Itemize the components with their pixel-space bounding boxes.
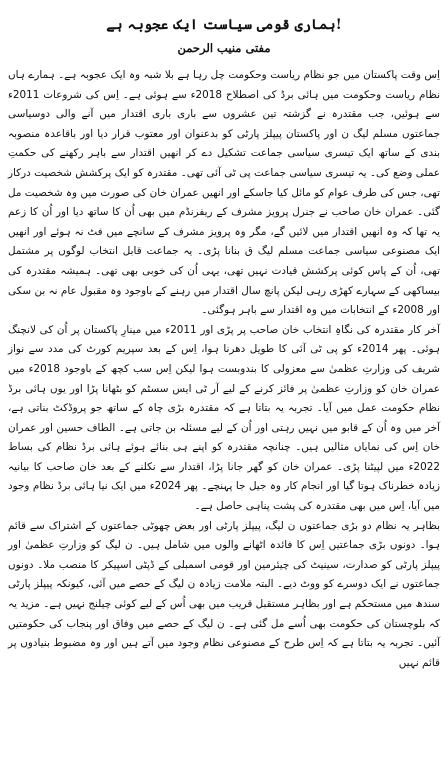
- article-title: ہماری قومی سیاست ایک عجوبہ ہے!: [106, 17, 342, 33]
- paragraph: بظاہر یہ نظام دو بڑی جماعتوں ن لیگ، پیپلز پارٹی اور بعض چھوٹی جماعتوں کے اشتراک سے قائم ہوا۔ دونوں بڑی جماعتیں اِس کا فائدہ اٹھانے والوں میں شامل ہیں۔ ن لیگ کو وزارتِ عظمیٰ اور پیپلز پارٹی کو صدارت، سینیٹ کی چیئرمین اور قومی اسمبلی کے ڈپٹی اسپیکر کا منصب ملا۔ دونوں جماعتوں نے ایک دوسرے کو ووٹ دیے۔ البتہ ملامت زیادہ ن لیگ کے حصے میں آئی، کیونکہ پیپلز پارٹی سندھ میں مستحکم ہے اور بظاہر مستقبل قریب میں بھی اُس کے لیے کوئی چیلنج نہیں ہے۔ مزید یہ کہ بلوچستان کی حکومت بھی اُسے مل گئی ہے۔ ن لیگ کے حصے میں وفاق اور پنجاب کی حکومتیں آئیں۔ تجربہ یہ بتاتا ہے کہ اِس طرح کے مصنوعی نظام وجود میں آتے ہیں اور وہ مضبوط بنیادوں پر قائم نہیں: [8, 519, 440, 669]
- article-author: مفتی منیب الرحمن: [177, 41, 271, 55]
- article-body: [8, 66, 440, 673]
- paragraph: آخر کار مقتدرہ کی نگاہِ انتخاب خان صاحب پر پڑی اور 2011ء میں مینارِ پاکستان پر اُن کی لانچنگ ہوئی۔ پھر 2014ء کو پی ٹی آئی کا طویل دھرنا ہوا، اِس کے بعد سپریم کورٹ کی مدد سے نواز شریف کی وزارتِ عظمیٰ سے معزولی کا بندوبست ہوا لیکن اِس سب کچھ کے باوجود 2018ء میں عمران خان کو وزارتِ عظمیٰ پر فائز کرنے کے لیے آر ٹی ایس سسٹم کو بٹھانا پڑا اور یوں ہائی برڈ نظام حکومت عمل میں آیا۔ تجربہ یہ بتاتا ہے کہ مقتدرہ بڑی چاہ کے ساتھ جو پروڈکٹ بناتی ہے، آخر میں وہ اُن کے قابو میں نہیں رہتی اور اُن کے لیے مسئلہ بن جاتی ہے۔ الطاف حسین اور عمران خان اِس کی نمایاں مثالیں ہیں۔ چنانچہ مقتدرہ کو اپنے ہی بنائے ہوئے ہائی برڈ نظام کی بساط 2022ء میں لپیٹنا پڑی۔ عمران خان کو گھر جانا پڑا، اقتدار سے نکلنے کے بعد خان صاحب کا بیانیہ زیادہ خطرناک ہوتا گیا اور انجام کار وہ جیل جا پہنچے۔ پھر 2024ء میں ایک نیا ہائی برڈ نظام وجود میں آیا، اِس میں بھی مقتدرہ کی پشت پناہی حاصل ہے۔: [8, 323, 440, 513]
- paragraph: اِس وقت پاکستان میں جو نظام ریاست وحکومت چل رہا ہے بلا شبہ وہ ایک عجوبہ ہے۔ ہمارے ہاں نظام ریاست وحکومت میں ہائی برڈ کی اصطلاح 2018ء سے ہوئی ہے۔ اِس کی شروعات 2011ء سے ہوئیں، جب مقتدرہ نے گزشتہ تین عشروں سے باری باری اقتدار میں آنے والی دوسیاسی جماعتوں مسلم لیگ ن اور پاکستان پیپلز پارٹی کو بدعنوان اور معتوب قرار دیا اور باقاعدہ منصوبہ بندی کے ساتھ ایک تیسری سیاسی جماعت تشکیل دے کر انھیں اقتدار سے باہر رکھنے کی حکمتِ عملی وضع کی۔ یہ تیسری سیاسی جماعت پی ٹی آئی تھی۔ مقتدرہ کو ایک پرکشش شخصیت درکار تھی، جس کی طرف عوام کو مائل کیا جاسکے اور انھیں عمران خان کی صورت میں وہ شخصیت مل گئی۔ عمران خان صاحب نے جنرل پرویز مشرف کے ریفرنڈم میں بھی اُن کا ساتھ دیا اور اُن کا زعم یہ تھا کہ وہ انھیں اقتدار میں لائیں گے، مگر وہ پرویز مشرف کے سانچے میں فٹ نہ ہوئے اور انھیں ایک مصنوعی سیاسی جماعت مسلم لیگ ق بنانا پڑی۔ یہ جماعت قابل انتخاب لوگوں پر مشتمل تھی، اُن کے پاس کوئی پرکشش قیادت نہیں تھی، یہی اُن کی خوبی بھی تھی۔ ہمیشہ مقتدرہ کی بیساکھی کے سہارے کھڑی رہی لیکن پانچ سال اقتدار میں رہنے کے باوجود وہ مقبول عام نہ بن سکی اور 2008ء کے انتخابات میں وہ اقتدار سے باہر ہوگئی۔: [8, 69, 441, 317]
